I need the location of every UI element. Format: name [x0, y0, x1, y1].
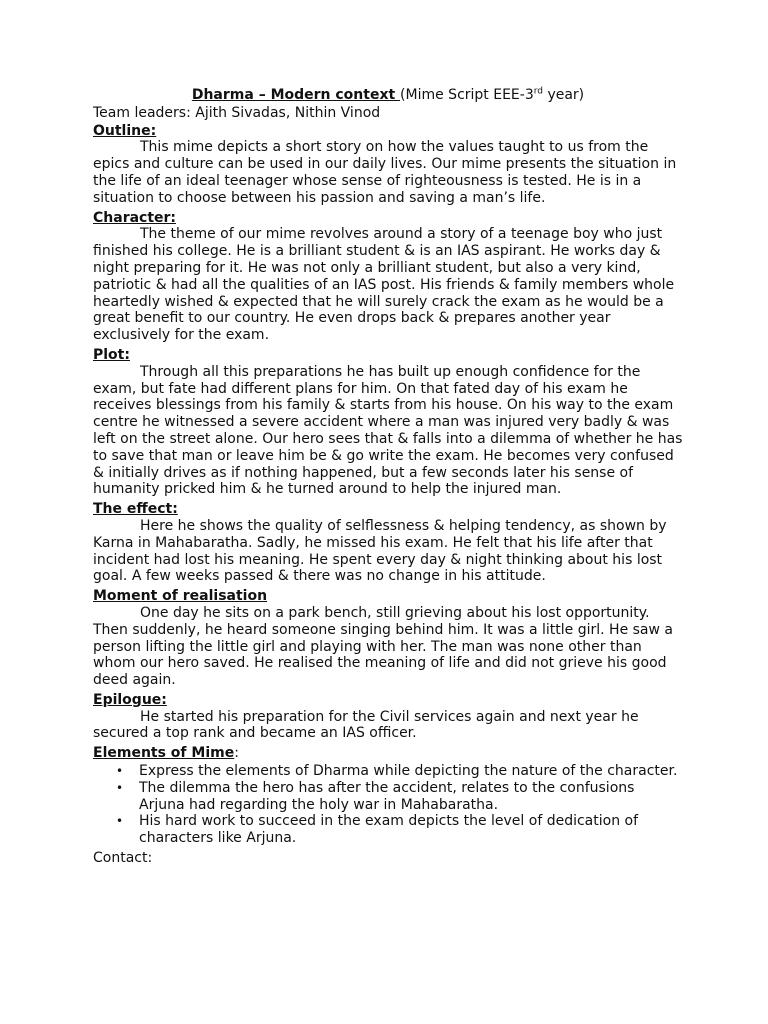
elements-list — [93, 763, 683, 847]
list-item-text: The dilemma the hero has after the accident, relates to the confusions Arjuna had regarding the holy war in Mahabaratha. — [139, 779, 635, 813]
section-text-character: The theme of our mime revolves around a story of a teenage boy who just finished his college. He is a brilliant student & is an IAS aspirant. He works day & night preparing for it. He was not only a brilliant student, but also a very kind, patriotic & had all the qualities of an IAS post. His friends & family members whole heartedly wished & expected that he will surely crack the exam as he would be a great benefit to our country. He even drops back & prepares another year exclusively for the exam. — [93, 226, 675, 344]
section-text-plot: Through all this preparations he has built up enough confidence for the exam, but fate had different plans for him. On that fated day of his exam he receives blessings from his family & starts from his house. On his way to the exam centre he witnessed a severe accident where a man was injured very badly & was left on the street alone. Our hero sees that & falls into a dilemma of whether he has to save that man or leave him be & go write the exam. He becomes very confused & initially drives as if nothing happened, but a few seconds later his sense of humanity pricked him & he turned around to help the injured man. — [93, 363, 683, 498]
title-sub-superscript: rd — [533, 86, 543, 97]
section-heading-effect: The effect: — [93, 501, 178, 518]
elements-heading-colon: : — [234, 745, 239, 762]
section-heading-epilogue: Epilogue: — [93, 691, 167, 708]
section-text-realisation: One day he sits on a park bench, still grieving about his lost opportunity. Then suddenly, he heard someone singing behind him. It was a little girl. He saw a person lifting the little girl and playing with her. The man was none other than whom our hero saved. He realised the meaning of life and did not grieve his good deed again. — [93, 604, 673, 689]
section-heading-plot: Plot: — [93, 346, 130, 363]
title-sub-suffix: year) — [543, 87, 585, 103]
section-heading-outline: Outline: — [93, 122, 157, 139]
list-item — [116, 763, 683, 780]
bullet-icon: • — [116, 814, 124, 829]
section-text-effect: Here he shows the quality of selflessness & helping tendency, as shown by Karna in Mahabaratha. Sadly, he missed his exam. He felt that his life after that incident had lost his meaning. He spent every day & night thinking about his lost goal. A few weeks passed & there was no change in his attitude. — [93, 517, 667, 585]
section-text-outline: This mime depicts a short story on how the values taught to us from the epics and culture can be used in our daily lives. Our mime presents the situation in the life of an ideal teenager whose sense of righteousness is tested. He is in a situation to choose between his passion and saving a man’s life. — [93, 139, 677, 206]
list-item — [116, 813, 683, 847]
section-text-epilogue: He started his preparation for the Civil services again and next year he secured a top rank and became an IAS officer. — [93, 708, 639, 742]
document-page — [93, 87, 683, 867]
bullet-icon: • — [116, 780, 124, 795]
list-item-text: Express the elements of Dharma while depicting the nature of the character. — [139, 763, 678, 780]
section-heading-realisation: Moment of realisation — [93, 588, 268, 605]
bullet-icon: • — [116, 764, 124, 779]
team-leaders: Team leaders: Ajith Sivadas, Nithin Vinod — [93, 104, 381, 121]
title-main: Dharma – Modern context — [191, 87, 401, 103]
title-sub-prefix: (Mime Script EEE-3 — [400, 87, 534, 103]
elements-heading-line — [93, 745, 683, 762]
contact-label: Contact: — [93, 850, 153, 867]
section-heading-character: Character: — [93, 209, 177, 226]
list-item — [116, 779, 683, 814]
elements-heading: Elements of Mime — [93, 745, 235, 762]
list-item-text: His hard work to succeed in the exam depicts the level of dedication of characters like Arjuna. — [139, 813, 639, 847]
document-title — [93, 87, 683, 104]
